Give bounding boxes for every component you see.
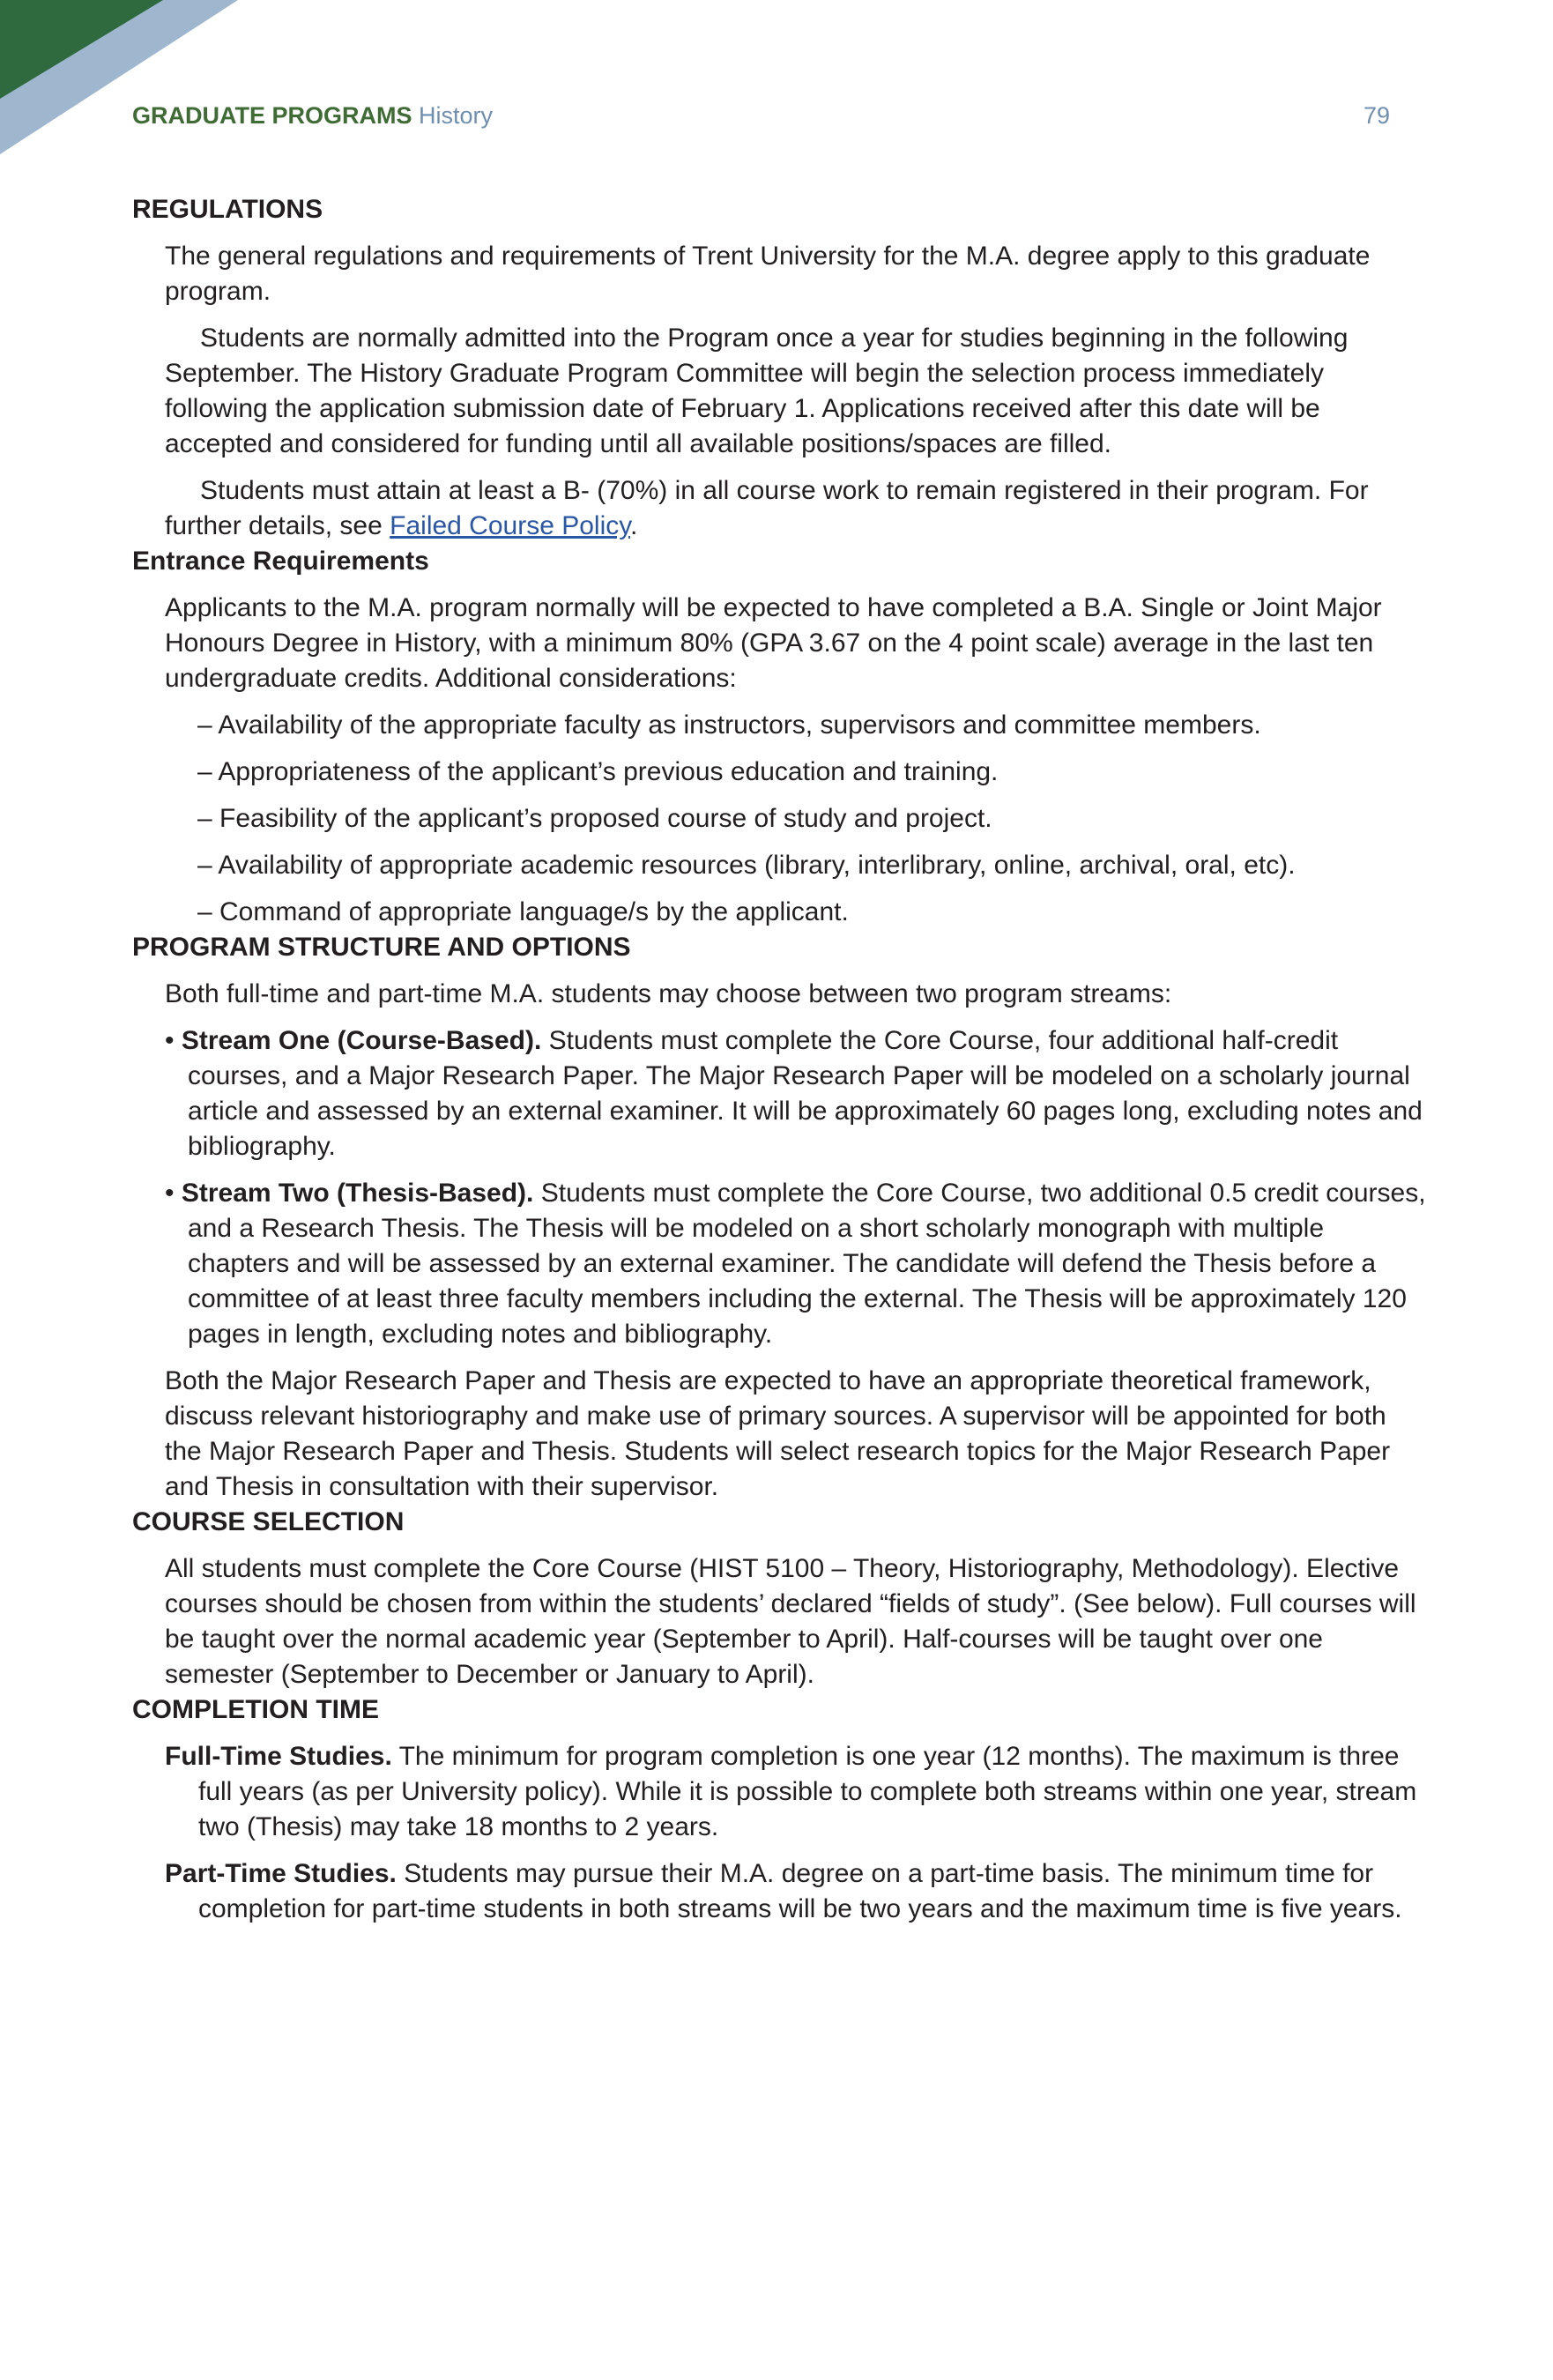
full-time-studies-title: Full-Time Studies. [165, 1742, 392, 1771]
running-head-department: History [419, 102, 494, 129]
consideration-item: – Availability of appropriate academic resources (library, interlibrary, online, archival, oral, etc). [197, 851, 1296, 880]
full-time-studies-text: The minimum for program completion is one year (12 months). The maximum is three full years (as per University policy). While it is possible to complete both streams within one year, stream two (Thesis) may take 18 months to 2 years. [198, 1742, 1417, 1841]
running-head-section: GRADUATE PROGRAMS [132, 102, 412, 129]
page-content [132, 192, 1428, 1927]
corner-decoration [0, 0, 264, 167]
consideration-item: – Appropriateness of the applicant’s previous education and training. [197, 757, 999, 786]
entrance-requirements-section [165, 591, 1428, 930]
regulations-paragraph-3 [165, 473, 1428, 544]
stream-one-text: Students must complete the Core Course, four additional half-credit courses, and a Major Research Paper. The Major Research Paper will be modeled on a scholarly journal article and assessed by an external examiner. It will be approximately 60 pages long, excluding notes and bibliography. [188, 1026, 1423, 1161]
stream-two-text: Students must complete the Core Course, two additional 0.5 credit courses, and a Research Thesis. The Thesis will be modeled on a short scholarly monograph with multiple chapters and will be assessed by an external examiner. The candidate will defend the Thesis before a committee of at least three faculty members including the external. The Thesis will be approximately 120 pages in length, excluding notes and bibliography. [188, 1179, 1426, 1349]
regulations-paragraph-1: The general regulations and requirements of Trent University for the M.A. degree apply to this graduate program. [165, 242, 1371, 306]
program-structure-heading: PROGRAM STRUCTURE AND OPTIONS [132, 933, 631, 962]
program-structure-intro: Both full-time and part-time M.A. students may choose between two program streams: [165, 979, 1172, 1008]
stream-one-item: • Stream One (Course-Based). Students must complete the Core Course, four additional half-credit courses, and a Major Research Paper. The Major Research Paper will be modeled on a scholarly journal article and assessed by an external examiner. It will be approximately 60 pages long, excluding notes and bibliography. [165, 1026, 1423, 1161]
consideration-item: – Availability of the appropriate faculty as instructors, supervisors and committee members. [197, 710, 1261, 740]
part-time-studies-item [165, 1856, 1428, 1927]
entrance-requirements-heading: Entrance Requirements [132, 547, 429, 576]
part-time-studies-text: Students may pursue their M.A. degree on a part-time basis. The minimum time for completion for part-time students in both streams will be two years and the maximum time is five years. [198, 1859, 1402, 1923]
regulations-paragraph-2: Students are normally admitted into the Program once a year for studies beginning in the following September. The History Graduate Program Committee will begin the selection process immediately following the application submission date of February 1. Applications received after this date will be accepted and considered for funding until all available positions/spaces are filled. [165, 324, 1349, 458]
regulations-paragraph-3-end: . [630, 511, 638, 540]
stream-one-title: Stream One (Course-Based). [181, 1026, 542, 1055]
stream-two-item: • Stream Two (Thesis-Based). Students must complete the Core Course, two additional 0.5 credit courses, and a Research Thesis. The Thesis will be modeled on a short scholarly monograph with multiple chapters and will be assessed by an external examiner. The candidate will defend the Thesis before a committee of at least three faculty members including the external. The Thesis will be approximately 120 pages in length, excluding notes and bibliography. [165, 1179, 1426, 1349]
page-number: 79 [1363, 102, 1390, 129]
program-structure-closing: Both the Major Research Paper and Thesis are expected to have an appropriate theoretical framework, discuss relevant historiography and make use of primary sources. A supervisor will be appointed for both the Major Research Paper and Thesis. Students will select research topics for the Major Research Paper and Thesis in consultation with their supervisor. [165, 1366, 1391, 1501]
regulations-paragraph-3-text: Students must attain at least a B- (70%) in all course work to remain registered in their program. For further details, see [165, 476, 1369, 540]
program-structure-section [165, 977, 1428, 1505]
entrance-intro: Applicants to the M.A. program normally will be expected to have completed a B.A. Single or Joint Major Honours Degree in History, with a minimum 80% (GPA 3.67 on the 4 point scale) average in the last ten undergraduate credits. Additional considerations: [165, 593, 1382, 693]
course-selection-section [165, 1551, 1428, 1692]
stream-two-title: Stream Two (Thesis-Based). [181, 1179, 534, 1208]
consideration-item: – Feasibility of the applicant’s proposed course of study and project. [197, 804, 992, 833]
regulations-heading: REGULATIONS [132, 195, 323, 224]
consideration-item: – Command of appropriate language/s by the applicant. [197, 897, 849, 926]
part-time-studies-title: Part-Time Studies. [165, 1859, 397, 1888]
course-selection-text: All students must complete the Core Course (HIST 5100 – Theory, Historiography, Methodology). Elective courses should be chosen from within the students’ declared “fields of study”. (See below). Full courses will be taught over the normal academic year (September to April). Half-courses will be taught over one semester (September to December or January to April). [165, 1554, 1416, 1689]
completion-time-heading: COMPLETION TIME [132, 1695, 379, 1724]
completion-time-section [165, 1739, 1428, 1927]
full-time-studies-item [165, 1739, 1428, 1845]
regulations-section [165, 239, 1428, 544]
course-selection-heading: COURSE SELECTION [132, 1507, 405, 1536]
failed-course-policy-link[interactable]: Failed Course Policy [390, 511, 631, 540]
running-head [132, 100, 493, 130]
